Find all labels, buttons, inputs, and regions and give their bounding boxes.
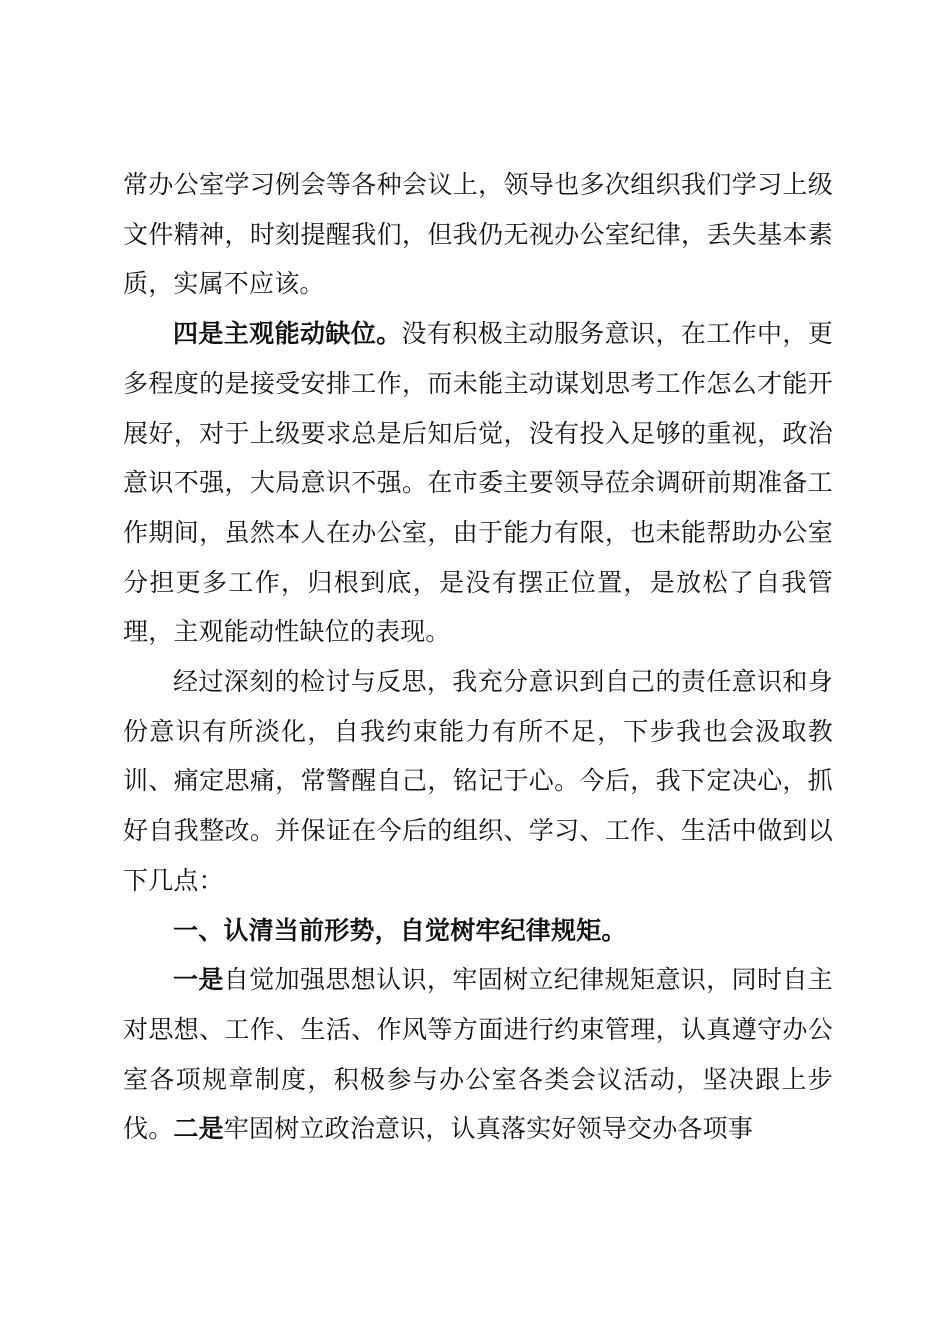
paragraph-reflection: 经过深刻的检讨与反思，我充分意识到自己的责任意识和身份意识有所淡化，自我约束能力有所不足，下步我也会汲取教训、痛定思痛，常警醒自己，铭记于心。今后，我下定决心，抓好自我整改。并保证在今后的组织、学习、工作、生活中做到以下几点： — [123, 667, 833, 895]
paragraph-continued: 常办公室学习例会等各种会议上，领导也多次组织我们学习上级文件精神，时刻提醒我们，但我仍无视办公室纪律，丢失基本素质，实属不应该。 — [123, 170, 833, 299]
paragraph-lead-bold: 一是 — [173, 965, 224, 995]
paragraph-text: 没有积极主动服务意识，在工作中，更多程度的是接受安排工作，而未能主动谋划思考工作怎么才能开展好，对于上级要求总是后知后觉，没有投入足够的重视，政治意识不强，大局意识不强。在市委主要领导莅余调研前期准备工作期间，虽然本人在办公室，由于能力有限，也未能帮助办公室分担更多工作，归根到底，是没有摆正位置，是放松了自我管理，主观能动性缺位的表现。 — [123, 319, 833, 647]
section-heading: 一、认清当前形势，自觉树牢纪律规矩。 — [173, 915, 627, 945]
paragraph-subjective-initiative — [123, 309, 833, 657]
paragraph-lead-bold-second: 二是 — [173, 1114, 224, 1144]
paragraph-text: 自觉加强思想认识，牢固树立纪律规矩意识，同时自主对思想、工作、生活、作风等方面进行约束管理，认真遵守办公室各项规章制度，积极参与办公室各类会议活动，坚决跟上步伐。 — [123, 965, 833, 1144]
document-body — [123, 160, 833, 1154]
paragraph-text-second: 牢固树立政治意识，认真落实好领导交办各项事 — [223, 1114, 754, 1144]
paragraph-lead-bold: 四是主观能动缺位。 — [173, 319, 402, 349]
paragraph-measures — [123, 955, 833, 1154]
